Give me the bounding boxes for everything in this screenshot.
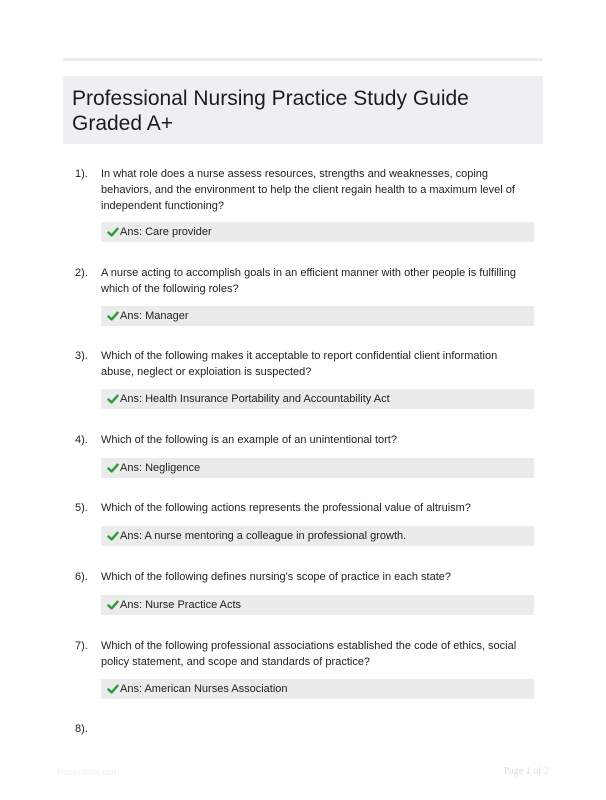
question-text: Which of the following defines nursing's scope of practice in each state? [101,571,452,583]
answer-box [101,526,534,546]
question-text: In what role does a nurse assess resources, strengths and weaknesses, coping behaviors, and the environment to help the client regain health to a maximum level of independent functioning? [101,168,515,212]
answer-box [101,595,534,615]
footer-watermark: Paperstitle.com [57,767,120,777]
question-number: 5). [75,502,88,514]
answer-text: Ans: A nurse mentoring a colleague in professional growth. [120,530,407,542]
check-icon [107,683,119,695]
answer-text: Ans: Health Insurance Portability and Accountability Act [120,393,390,405]
answer-text: Ans: Nurse Practice Acts [120,599,242,611]
answer-text: Ans: Manager [120,310,189,322]
title-banner [63,76,543,144]
question-number: 3). [75,350,88,362]
question-number: 1). [75,168,88,180]
page-indicator: Page 1 of 2 [503,766,549,777]
question-text: Which of the following makes it acceptable to report confidential client information abuse, neglect or exploiation is suspected? [101,350,498,378]
question-number: 4). [75,434,88,446]
check-icon [107,226,119,238]
answer-box [101,458,534,478]
answer-box [101,389,534,409]
check-icon [107,393,119,405]
check-icon [107,310,119,322]
question-number: 8). [75,723,88,735]
question-number: 2). [75,267,88,279]
question-number: 7). [75,640,88,652]
check-icon [107,462,119,474]
question-number: 6). [75,571,88,583]
answer-text: Ans: Negligence [120,462,201,474]
question-text: Which of the following professional associations established the code of ethics, social policy statement, and scope and standards of practice? [101,640,517,668]
question-text: Which of the following is an example of an unintentional tort? [101,434,397,446]
question-text: A nurse acting to accomplish goals in an efficient manner with other people is fulfilling which of the following roles? [101,267,516,295]
check-icon [107,599,119,611]
question-text: Which of the following actions represents the professional value of altruism? [101,502,471,514]
answer-box [101,306,534,326]
header-divider [63,58,543,61]
answer-text: Ans: Care provider [120,226,212,238]
answer-text: Ans: American Nurses Association [120,683,288,695]
answer-box [101,679,534,699]
answer-box [101,222,534,242]
document-title: Professional Nursing Practice Study Guide Graded A+ [72,87,469,135]
check-icon [107,530,119,542]
